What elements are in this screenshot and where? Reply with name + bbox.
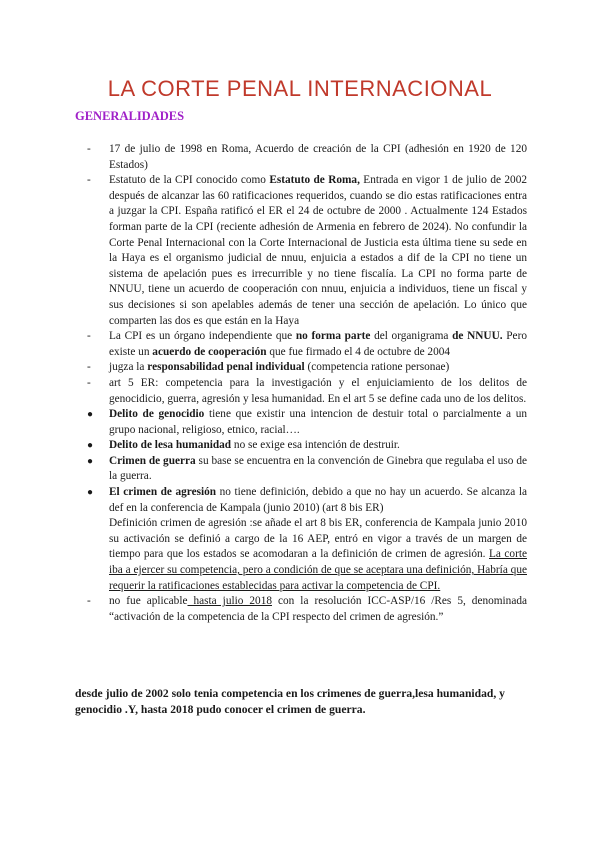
item-text bbox=[109, 485, 527, 516]
dash-marker: - bbox=[87, 361, 91, 374]
item-text bbox=[109, 407, 527, 438]
bullet-item-lesa-humanidad bbox=[87, 438, 527, 454]
dash-marker: - bbox=[87, 595, 91, 608]
item-text bbox=[109, 142, 527, 173]
text-run: 17 de julio de 1998 en Roma, Acuerdo de creación de la CPI (adhesión en 1920 de 120 Estados) bbox=[109, 143, 527, 171]
text-run: Definición crimen de agresión :se añade el art 8 bis ER, conferencia de Kampala junio 2010 su activación se definió a cargo de la 16 AEP, entró en vigor a través de un margen de tiempo para que los estados se acomodaran a la definición de crimen de agresión. bbox=[109, 517, 527, 561]
text-run: que fue firmado el 4 de octubre de 2004 bbox=[266, 345, 451, 358]
content-list bbox=[87, 142, 527, 625]
list-item-creation bbox=[87, 142, 527, 173]
text-run: del organigrama bbox=[370, 330, 453, 343]
text-run: tiene que existir una intencion de destuir total o parcialmente a un grupo nacional, religioso, etnico, racial…. bbox=[109, 408, 528, 436]
item-text bbox=[109, 173, 527, 329]
bold-run: no forma parte bbox=[295, 330, 371, 343]
section-heading: GENERALIDADES bbox=[75, 109, 185, 123]
bullet-marker: ● bbox=[87, 409, 94, 421]
bold-run: acuerdo de cooperación bbox=[152, 345, 267, 358]
text-run: Estatuto de la CPI conocido como bbox=[109, 174, 270, 187]
bullet-marker: ● bbox=[87, 487, 94, 499]
text-run: Pero existe un bbox=[109, 330, 527, 358]
bullet-marker: ● bbox=[87, 455, 94, 467]
text-run: no fue aplicable bbox=[109, 595, 188, 608]
final-note: desde julio de 2002 solo tenia competencia en los crimenes de guerra,lesa humanidad, y genocidio .Y, hasta 2018 pudo conocer el crimen de guerra. bbox=[75, 687, 505, 716]
bold-run: responsabilidad penal individual bbox=[147, 361, 305, 374]
bullet-item-genocidio bbox=[87, 407, 527, 438]
text-run: no se exige esa intención de destruir. bbox=[231, 439, 400, 452]
dash-marker: - bbox=[87, 330, 91, 343]
item-text bbox=[109, 376, 527, 407]
bold-run: Delito de lesa humanidad bbox=[109, 439, 232, 452]
item-text bbox=[109, 594, 527, 625]
text-run: art 5 ER: competencia para la investigación y el enjuiciamiento de los delitos de genocidicio, guerra, agresión y lesa humanidad. En el art 5 se define cada uno de los delitos. bbox=[109, 376, 527, 405]
bold-run: de NNUU. bbox=[452, 330, 503, 343]
item-text bbox=[109, 360, 527, 376]
text-run: jugza la bbox=[109, 361, 148, 374]
list-item-responsabilidad bbox=[87, 360, 527, 376]
item-text-continuation bbox=[109, 516, 527, 594]
list-item-independiente bbox=[87, 329, 527, 360]
bullet-marker: ● bbox=[87, 440, 94, 452]
bold-run: Estatuto de Roma, bbox=[269, 174, 360, 187]
underlined-run: hasta julio 2018 bbox=[187, 595, 272, 608]
bold-run: Crimen de guerra bbox=[109, 454, 196, 467]
text-run: Entrada en vigor 1 de julio de 2002 después de alcanzar las 60 ratificaciones requeridos, cuando se dio estas ratificaciones entra a juzgar la CPI. España ratificó el ER el 24 de octubre de 2000 . Actualmente 124 Estados forman parte de la CPI (reciente adhesión de Armenia en febrero de 2024). No confundir la Corte Penal Internacional con la Corte Internacional de Justicia esta última tiene su sede en la Haya es el organismo judicial de nnuu, enjuicia a estados a dif de la CPI no tiene un sistema de apelación pues es irrecurrible y no tiene fiscalía. La CPI no forma parte de NNUU, tiene un acuerdo de cooperación con nnuu, enjuicia a individuos, tiene un fiscal y sus decisiones si son apelables además de tener una sección de apelación. Lo único que comparten las dos es que están en la Haya bbox=[109, 174, 528, 327]
text-run: (competencia ratione personae) bbox=[304, 361, 450, 374]
bold-run: Delito de genocidio bbox=[109, 408, 205, 421]
bullet-item-crimen-guerra bbox=[87, 454, 527, 485]
item-text bbox=[109, 329, 527, 360]
text-run: con la resolución ICC-ASP/16 /Res 5, denominada “activación de la competencia de la CPI respecto del crimen de agresión.” bbox=[109, 595, 528, 623]
underlined-run: La corte iba a ejercer su competencia, pero a condición de que se aceptara una definición, Habría que requerir la ratificaciones establecidas para activar la competencia de CPI. bbox=[109, 548, 527, 592]
bold-run: El crimen de agresión bbox=[109, 486, 217, 499]
bullet-item-crimen-agresion bbox=[87, 485, 527, 594]
list-item-aplicable bbox=[87, 594, 527, 625]
text-run: no tiene definición, debido a que no hay un acuerdo. Se alcanza la def en la conferencia de Kampala (junio 2010) (art 8 bis ER) bbox=[109, 486, 527, 514]
list-item-art5 bbox=[87, 376, 527, 407]
dash-marker: - bbox=[87, 174, 91, 187]
page-title: LA CORTE PENAL INTERNACIONAL bbox=[107, 76, 493, 101]
text-run: su base se encuentra en la convención de Ginebra que regulaba el uso de la guerra. bbox=[109, 454, 527, 483]
dash-marker: - bbox=[87, 376, 91, 389]
list-item-estatuto bbox=[87, 173, 527, 329]
dash-marker: - bbox=[87, 143, 91, 155]
text-run: La CPI es un órgano independiente que bbox=[109, 330, 296, 343]
item-text bbox=[109, 454, 527, 485]
item-text bbox=[109, 438, 527, 454]
